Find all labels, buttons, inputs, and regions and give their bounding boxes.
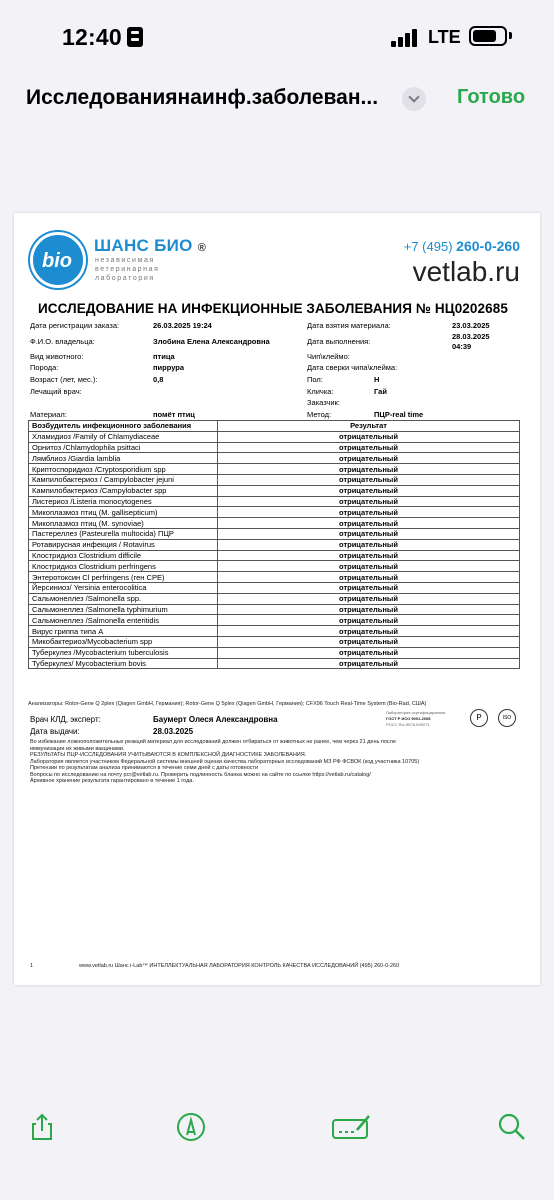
pathogen-cell: Сальмонеллез /Salmonella enteritidis (29, 615, 218, 626)
pathogen-cell: Микоплазмоз птиц (M. synoviae) (29, 518, 218, 529)
pathogen-cell: Клостридиоз Clostridium perfringens (29, 561, 218, 572)
focus-mode-icon (127, 27, 143, 47)
pathogen-cell: Микоплазмоз птиц (M. gallisepticum) (29, 507, 218, 518)
brand-name: ШАНС БИО ® (94, 236, 207, 255)
vet-label: Лечащий врач: (30, 387, 82, 396)
result-cell: отрицательный (218, 485, 520, 496)
result-cell: отрицательный (218, 528, 520, 539)
markup-icon[interactable] (176, 1112, 206, 1142)
pathogen-cell: Пастереллез (Pasteurella multocida) ПЦР (29, 528, 218, 539)
nav-bar (0, 74, 554, 126)
result-cell: отрицательный (218, 593, 520, 604)
pathogen-cell: Сальмонеллез /Salmonella typhimurium (29, 604, 218, 615)
issue-date-value: 28.03.2025 (153, 727, 194, 736)
search-icon[interactable] (497, 1112, 527, 1142)
result-cell: отрицательный (218, 561, 520, 572)
status-bar (0, 0, 554, 74)
pathogen-cell: Йерсиниоз/ Yersinia enterocolitica (29, 582, 218, 593)
lab-phone: +7 (495) 260-0-260 (403, 238, 520, 254)
method-value: ПЦР-real time (374, 410, 424, 419)
table-row (29, 464, 520, 475)
table-row (29, 496, 520, 507)
table-row (29, 647, 520, 658)
result-cell: отрицательный (218, 518, 520, 529)
rst-stamp-icon: P (470, 709, 488, 727)
pathogen-cell: Хламидиоз /Family of Chlamydiaceae (29, 431, 218, 442)
result-cell: отрицательный (218, 582, 520, 593)
table-row (29, 442, 520, 453)
note-line: Вопросы по исследованию на почту pcr@vetlab.ru. Проверить подлинность бланка можно на сайте по ссылке https://vetlab.ru/catalog/ (30, 771, 371, 778)
result-cell: отрицательный (218, 626, 520, 637)
owner-value: Злобина Елена Александровна (153, 337, 270, 346)
sample-date-label: Дата взятия материала: (307, 321, 391, 330)
sex-label: Пол: (307, 375, 323, 384)
results-table (28, 420, 520, 669)
signature-icon[interactable] (331, 1112, 373, 1142)
nickname-label: Кличка: (307, 387, 334, 396)
result-cell: отрицательный (218, 464, 520, 475)
sex-value: Н (374, 375, 380, 384)
pathogen-cell: Орнитоз /Chlamydophila psittaci (29, 442, 218, 453)
brand-logo: bio (30, 232, 86, 288)
page-number: 1 (30, 963, 34, 969)
pathogen-cell: Туберкулез/ Mycobacterium bovis (29, 658, 218, 669)
result-cell: отрицательный (218, 572, 520, 583)
network-type: LTE (428, 27, 461, 47)
pathogen-cell: Криптоспоридиоз /Cryptosporidium spp (29, 464, 218, 475)
footer-text: www.vetlab.ru Шанс i-Lab™ ИНТЕЛЛЕКТУАЛЬНАЯ ЛАБОРАТОРИЯ КОНТРОЛЬ КАЧЕСТВА ИССЛЕДОВАНИЙ (495) 260-0-260 (79, 963, 400, 969)
result-cell: отрицательный (218, 431, 520, 442)
customer-label: Заказчик: (307, 398, 340, 407)
result-cell: отрицательный (218, 658, 520, 669)
table-row (29, 528, 520, 539)
reg-date-value: 26.03.2025 19:24 (153, 321, 212, 330)
brand-subtitle: ветеринарная (95, 266, 160, 273)
done-date-value: 28.03.2025 (452, 332, 490, 341)
battery-tip (509, 32, 512, 39)
share-icon[interactable] (27, 1112, 57, 1142)
age-label: Возраст (лет, мес.): (30, 375, 98, 384)
note-line: Лаборатория является участником Федеральной системы внешней оценки качества лабораторных исследований МЗ РФ ФСВОК (код участника 10705) (30, 758, 420, 765)
analyzers-note: Анализаторы: Rotor-Gene Q 2plex (Qiagen GmbH, Германия); Rotor-Gene Q 5plex (Qiagen GmbH, Германия); CFX96 Touch Real-Time System (Bio-Rad, США) (28, 701, 427, 707)
species-label: Вид животного: (30, 352, 84, 361)
battery-icon (469, 26, 507, 46)
chip-date-label: Дата сверки чипа\клейма: (307, 363, 398, 372)
status-time: 12:40 (62, 24, 122, 50)
pathogen-cell: Листериоз /Listeria monocytogenes (29, 496, 218, 507)
expert-label: Врач КЛД, эксперт: (30, 715, 101, 724)
method-label: Метод: (307, 410, 332, 419)
done-time-value: 04:39 (452, 342, 472, 351)
breed-label: Порода: (30, 363, 59, 372)
brand-subtitle: лаборатория (95, 275, 155, 282)
table-row (29, 561, 520, 572)
certification-number: РОСС RU.ИК76.К00071 (386, 722, 430, 727)
pathogen-cell: Кампилобактериоз /Campylobacter spp (29, 485, 218, 496)
material-label: Материал: (30, 410, 67, 419)
issue-date-label: Дата выдачи: (30, 727, 80, 736)
table-row (29, 593, 520, 604)
pathogen-cell: Энтеротоксин Cl perfringens (ген CPE) (29, 572, 218, 583)
done-button[interactable]: Готово (457, 86, 526, 108)
result-cell: отрицательный (218, 604, 520, 615)
pathogen-cell: Вирус гриппа типа А (29, 626, 218, 637)
result-cell: отрицательный (218, 496, 520, 507)
pathogen-cell: Туберкулез /Mycobacterium tuberculosis (29, 647, 218, 658)
certification-seal-icon: ISO (498, 709, 516, 727)
result-cell: отрицательный (218, 647, 520, 658)
table-row (29, 485, 520, 496)
result-cell: отрицательный (218, 442, 520, 453)
table-row (29, 572, 520, 583)
pathogen-cell: Микобактериоз/Mycobacterium spp (29, 636, 218, 647)
brand-subtitle: независимая (95, 257, 155, 264)
document-page[interactable] (14, 213, 540, 985)
pathogen-cell: Лямблиоз /Giardia lamblia (29, 453, 218, 464)
reg-date-label: Дата регистрации заказа: (30, 321, 120, 330)
result-cell: отрицательный (218, 539, 520, 550)
result-cell: отрицательный (218, 550, 520, 561)
table-row (29, 604, 520, 615)
table-row (29, 518, 520, 529)
species-value: птица (153, 352, 175, 361)
table-row (29, 636, 520, 647)
done-date-label: Дата выполнения: (307, 337, 371, 346)
note-line: Архивное хранение результата гарантировано в течение 1 года. (30, 778, 194, 784)
table-header-row (29, 421, 520, 432)
note-line: иммунизации их живыми вакцинами. (30, 745, 125, 752)
pathogen-cell: Сальмонеллез /Salmonella spp. (29, 593, 218, 604)
chevron-down-icon[interactable] (402, 87, 426, 111)
table-row (29, 582, 520, 593)
owner-label: Ф.И.О. владельца: (30, 337, 95, 346)
table-row (29, 453, 520, 464)
result-cell: отрицательный (218, 453, 520, 464)
certification-standard: ГОСТ Р ИСО 9001-2008 (386, 716, 431, 721)
pathogen-cell: Ротавирусная инфекция / Rotavirus (29, 539, 218, 550)
note-line: Во избежание ложноположительных реакций материал для исследований должен отбираться от животных не ранее, чем через 21 день после (30, 739, 396, 745)
table-row (29, 658, 520, 669)
table-row (29, 474, 520, 485)
expert-value: Баумерт Олеся Александровна (153, 715, 278, 724)
pathogen-cell: Кампилобактериоз / Campylobacter jejuni (29, 474, 218, 485)
sample-date-value: 23.03.2025 (452, 321, 490, 330)
table-row (29, 431, 520, 442)
note-line: РЕЗУЛЬТАТЫ ПЦР-ИССЛЕДОВАНИЯ УЧИТЫВАЮТСЯ В КОМПЛЕКСНОЙ ДИАГНОСТИКЕ ЗАБОЛЕВАНИЯ. (30, 752, 307, 758)
table-row (29, 539, 520, 550)
cellular-signal-icon (391, 29, 417, 47)
result-cell: отрицательный (218, 507, 520, 518)
column-header-result: Результат (218, 421, 520, 432)
column-header-pathogen: Возбудитель инфекционного заболевания (29, 421, 218, 432)
document-title[interactable]: Исследованиянаинф.заболеван... (26, 86, 379, 109)
pathogen-cell: Клостридиоз Clostridium difficile (29, 550, 218, 561)
table-row (29, 615, 520, 626)
result-cell: отрицательный (218, 474, 520, 485)
nickname-value: Гай (374, 387, 387, 396)
chip-label: Чип\клеймо: (307, 352, 350, 361)
report-heading: ИССЛЕДОВАНИЕ НА ИНФЕКЦИОННЫЕ ЗАБОЛЕВАНИЯ № НЦ0202685 (38, 301, 508, 316)
table-row (29, 626, 520, 637)
age-value: 0,8 (153, 375, 164, 384)
lab-website: vetlab.ru (412, 256, 520, 287)
result-cell: отрицательный (218, 615, 520, 626)
table-row (29, 550, 520, 561)
breed-value: пиррура (153, 363, 185, 372)
result-cell: отрицательный (218, 636, 520, 647)
note-line: Претензии по результатам анализа принимаются в течение семи дней с даты готовности (30, 765, 259, 771)
certification-text: Лаборатория сертифицирована (386, 710, 446, 715)
material-value: помёт птиц (153, 410, 195, 419)
table-row (29, 507, 520, 518)
